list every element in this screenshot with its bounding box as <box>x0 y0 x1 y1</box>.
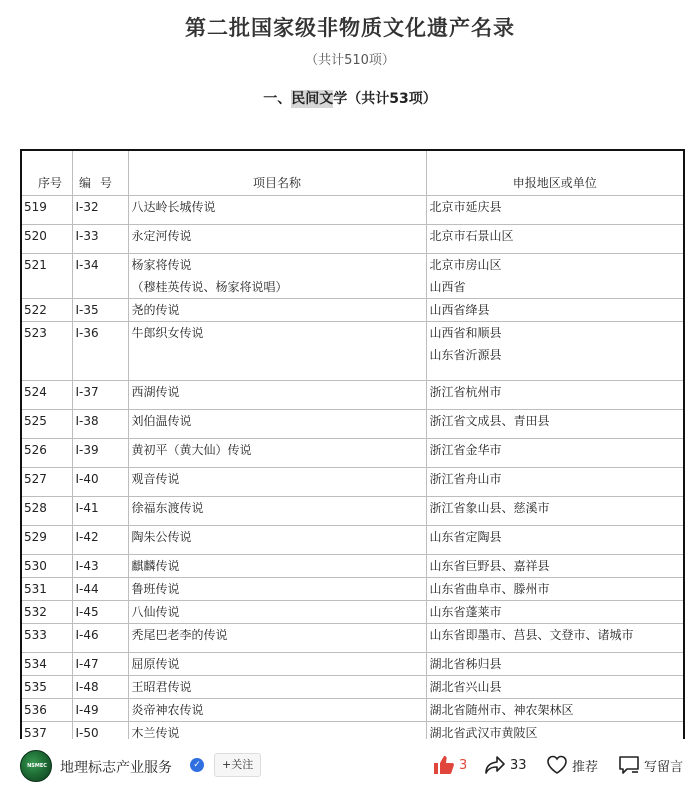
cell-code <box>72 577 128 600</box>
cell-project-name <box>128 321 426 380</box>
cell-project-name-line: 鲁班传说 <box>131 581 180 596</box>
comment-button[interactable] <box>618 753 683 777</box>
table-header-row <box>22 151 683 195</box>
cell-region-line: 北京市延庆县 <box>429 199 502 214</box>
cell-project-name-line: 黄初平（黄大仙）传说 <box>131 442 252 457</box>
cell-serial <box>22 652 72 675</box>
cell-code <box>72 496 128 525</box>
cell-serial <box>22 496 72 525</box>
cell-region <box>426 525 683 554</box>
cell-region-line: 浙江省文成县、青田县 <box>429 413 550 428</box>
cell-code <box>72 600 128 623</box>
cell-code <box>72 224 128 253</box>
cell-project-name <box>128 652 426 675</box>
cell-project-name-line: 秃尾巴老李的传说 <box>131 627 228 642</box>
cell-region-line: 浙江省金华市 <box>429 442 502 457</box>
cell-code-line: Ⅰ-47 <box>75 656 99 671</box>
cell-region <box>426 675 683 698</box>
cell-region-line: 湖北省随州市、神农架林区 <box>429 702 574 717</box>
cell-project-name <box>128 298 426 321</box>
cell-serial <box>22 298 72 321</box>
table-body <box>22 195 683 739</box>
table-row <box>22 721 683 739</box>
cell-code <box>72 652 128 675</box>
cell-region <box>426 253 683 298</box>
bottom-action-bar <box>0 740 700 787</box>
table-row <box>22 321 683 380</box>
cell-project-name <box>128 600 426 623</box>
header-region: 申报地区或单位 <box>426 151 683 195</box>
table-row <box>22 195 683 224</box>
cell-project-name-line: 八达岭长城传说 <box>131 199 216 214</box>
cell-code <box>72 438 128 467</box>
cell-region-line: 山东省即墨市、莒县、文登市、诸城市 <box>429 627 634 642</box>
cell-serial-line: 532 <box>24 604 47 619</box>
cell-serial <box>22 600 72 623</box>
cell-serial-line: 527 <box>24 471 47 486</box>
cell-project-name <box>128 623 426 652</box>
cell-region <box>426 438 683 467</box>
cell-project-name <box>128 409 426 438</box>
cell-code-line: Ⅰ-48 <box>75 679 99 694</box>
account-name[interactable]: 地理标志产业服务 <box>60 760 172 776</box>
cell-project-name <box>128 253 426 298</box>
table-row <box>22 577 683 600</box>
cell-project-name <box>128 380 426 409</box>
cell-region <box>426 577 683 600</box>
cell-project-name-line: 观音传说 <box>131 471 180 486</box>
cell-region <box>426 496 683 525</box>
cell-project-name-line: 陶朱公传说 <box>131 529 192 544</box>
cell-code-line: Ⅰ-40 <box>75 471 99 486</box>
cell-code-line: Ⅰ-49 <box>75 702 99 717</box>
cell-code-line: Ⅰ-42 <box>75 529 99 544</box>
cell-project-name-line: 炎帝神农传说 <box>131 702 204 717</box>
cell-project-name-line: 屈原传说 <box>131 656 180 671</box>
cell-code <box>72 467 128 496</box>
cell-serial <box>22 623 72 652</box>
table-row <box>22 496 683 525</box>
cell-region <box>426 721 683 739</box>
section-heading <box>0 88 700 108</box>
section-prefix: 一、 <box>263 91 292 107</box>
cell-code <box>72 409 128 438</box>
cell-region-line: 山东省蓬莱市 <box>429 604 502 619</box>
section-highlight: 民间文 <box>291 91 334 107</box>
cell-project-name-line: 王昭君传说 <box>131 679 192 694</box>
cell-code <box>72 321 128 380</box>
table-row <box>22 224 683 253</box>
cell-code <box>72 721 128 739</box>
cell-project-name <box>128 698 426 721</box>
cell-region-line: 山西省绛县 <box>429 302 490 317</box>
table-row <box>22 652 683 675</box>
cell-project-name <box>128 438 426 467</box>
cell-code <box>72 380 128 409</box>
cell-serial-line: 536 <box>24 702 47 717</box>
cell-region-line: 北京市房山区 <box>429 257 502 272</box>
cell-project-name-line: 八仙传说 <box>131 604 180 619</box>
cell-code-line: Ⅰ-46 <box>75 627 99 642</box>
cell-project-name-line: 杨家将传说 <box>131 257 192 272</box>
cell-project-name <box>128 224 426 253</box>
cell-project-name <box>128 577 426 600</box>
cell-code-line: Ⅰ-34 <box>75 257 99 272</box>
cell-serial <box>22 554 72 577</box>
cell-code-line: Ⅰ-43 <box>75 558 99 573</box>
cell-region <box>426 321 683 380</box>
document-title: 第二批国家级非物质文化遗产名录 <box>185 15 515 40</box>
section-suffix: 学（共计53项） <box>333 91 437 107</box>
cell-code-line: Ⅰ-35 <box>75 302 99 317</box>
cell-serial-line: 537 <box>24 725 47 739</box>
cell-serial-line: 521 <box>24 257 47 272</box>
cell-project-name <box>128 496 426 525</box>
cell-region-line: 湖北省兴山县 <box>429 679 502 694</box>
table-row <box>22 525 683 554</box>
table-row <box>22 467 683 496</box>
cell-region <box>426 195 683 224</box>
header-serial: 序号 <box>22 151 72 195</box>
share-icon <box>484 755 506 775</box>
cell-region <box>426 380 683 409</box>
cell-code-line: Ⅰ-50 <box>75 725 99 739</box>
cell-serial-line: 522 <box>24 302 47 317</box>
cell-project-name <box>128 675 426 698</box>
recommend-label: 推荐 <box>572 759 599 775</box>
table-row <box>22 253 683 298</box>
cell-code-line: Ⅰ-44 <box>75 581 99 596</box>
cell-code-line: Ⅰ-45 <box>75 604 99 619</box>
cell-serial-line: 525 <box>24 413 47 428</box>
cell-region-line: 浙江省杭州市 <box>429 384 502 399</box>
cell-project-name-line: 西湖传说 <box>131 384 180 399</box>
cell-serial <box>22 224 72 253</box>
cell-serial-line: 535 <box>24 679 47 694</box>
cell-project-name-line: 刘伯温传说 <box>131 413 192 428</box>
cell-region <box>426 698 683 721</box>
cell-region <box>426 467 683 496</box>
cell-serial <box>22 253 72 298</box>
cell-serial-line: 519 <box>24 199 47 214</box>
cell-code <box>72 298 128 321</box>
cell-region-line: 浙江省象山县、慈溪市 <box>429 500 550 515</box>
follow-button[interactable]: +关注 <box>214 753 261 777</box>
like-count: 3 <box>459 757 468 773</box>
cell-region-line: 山西省和顺县 <box>429 325 502 340</box>
table-row <box>22 623 683 652</box>
cell-code <box>72 623 128 652</box>
cell-serial <box>22 438 72 467</box>
cell-region-line: 湖北省秭归县 <box>429 656 502 671</box>
table-row <box>22 675 683 698</box>
cell-serial <box>22 525 72 554</box>
cell-code <box>72 675 128 698</box>
cell-project-name-line: 徐福东渡传说 <box>131 500 204 515</box>
cell-code <box>72 525 128 554</box>
cell-serial-line: 523 <box>24 325 47 340</box>
cell-serial <box>22 577 72 600</box>
cell-code-line: Ⅰ-39 <box>75 442 99 457</box>
cell-serial <box>22 721 72 739</box>
cell-project-name-line: 永定河传说 <box>131 228 192 243</box>
verified-icon: ✓ <box>190 758 204 772</box>
cell-serial-line: 520 <box>24 228 47 243</box>
thumbs-up-icon <box>433 755 455 775</box>
cell-code-line: Ⅰ-41 <box>75 500 99 515</box>
cell-region <box>426 600 683 623</box>
cell-serial <box>22 321 72 380</box>
table-row <box>22 380 683 409</box>
document-subtitle: （共计510项） <box>305 53 395 68</box>
avatar-text: NSMEC <box>27 763 47 769</box>
cell-region-line: 山东省定陶县 <box>429 529 502 544</box>
cell-code <box>72 554 128 577</box>
cell-code-line: Ⅰ-36 <box>75 325 99 340</box>
cell-code-line: Ⅰ-32 <box>75 199 99 214</box>
table-row <box>22 698 683 721</box>
cell-serial-line: 524 <box>24 384 47 399</box>
cell-code <box>72 698 128 721</box>
table-row <box>22 409 683 438</box>
header-name: 项目名称 <box>128 151 426 195</box>
cell-project-name-line: 麒麟传说 <box>131 558 180 573</box>
cell-region-line: 湖北省武汉市黄陂区 <box>429 725 538 739</box>
header-code: 编号 <box>72 151 128 195</box>
like-button[interactable] <box>433 753 467 777</box>
cell-code-line: Ⅰ-37 <box>75 384 99 399</box>
cell-serial-line: 531 <box>24 581 47 596</box>
cell-code-line: Ⅰ-33 <box>75 228 99 243</box>
comment-icon <box>618 755 640 775</box>
cell-code <box>72 195 128 224</box>
table-row <box>22 600 683 623</box>
cell-region <box>426 298 683 321</box>
cell-serial <box>22 675 72 698</box>
cell-project-name-line: 尧的传说 <box>131 302 180 317</box>
cell-region-line: 山东省沂源县 <box>429 347 502 362</box>
table-row <box>22 298 683 321</box>
share-button[interactable] <box>484 753 527 777</box>
cell-serial <box>22 409 72 438</box>
cell-serial <box>22 467 72 496</box>
heritage-table <box>20 149 685 739</box>
cell-serial <box>22 698 72 721</box>
cell-serial <box>22 380 72 409</box>
table-row <box>22 438 683 467</box>
cell-serial-line: 528 <box>24 500 47 515</box>
avatar[interactable] <box>20 750 52 782</box>
cell-serial-line: 530 <box>24 558 47 573</box>
cell-project-name <box>128 554 426 577</box>
comment-label: 写留言 <box>644 759 684 775</box>
cell-region <box>426 224 683 253</box>
cell-region-line: 北京市石景山区 <box>429 228 514 243</box>
cell-region <box>426 623 683 652</box>
cell-serial-line: 534 <box>24 656 47 671</box>
cell-serial-line: 529 <box>24 529 47 544</box>
share-count: 33 <box>510 757 527 773</box>
heart-icon <box>546 755 568 775</box>
cell-project-name-line: 牛郎织女传说 <box>131 325 204 340</box>
cell-project-name-line: 木兰传说 <box>131 725 180 739</box>
recommend-button[interactable] <box>546 753 598 777</box>
cell-project-name <box>128 195 426 224</box>
cell-project-name-line: （穆桂英传说、杨家将说唱） <box>131 279 288 294</box>
cell-region-line: 山西省 <box>429 279 466 294</box>
cell-region <box>426 409 683 438</box>
cell-region-line: 浙江省舟山市 <box>429 471 502 486</box>
cell-serial-line: 526 <box>24 442 47 457</box>
cell-project-name <box>128 525 426 554</box>
cell-region <box>426 554 683 577</box>
cell-code <box>72 253 128 298</box>
cell-region-line: 山东省巨野县、嘉祥县 <box>429 558 550 573</box>
cell-serial <box>22 195 72 224</box>
cell-region-line: 山东省曲阜市、滕州市 <box>429 581 550 596</box>
cell-project-name <box>128 721 426 739</box>
cell-serial-line: 533 <box>24 627 47 642</box>
cell-project-name <box>128 467 426 496</box>
table-row <box>22 554 683 577</box>
cell-code-line: Ⅰ-38 <box>75 413 99 428</box>
cell-region <box>426 652 683 675</box>
